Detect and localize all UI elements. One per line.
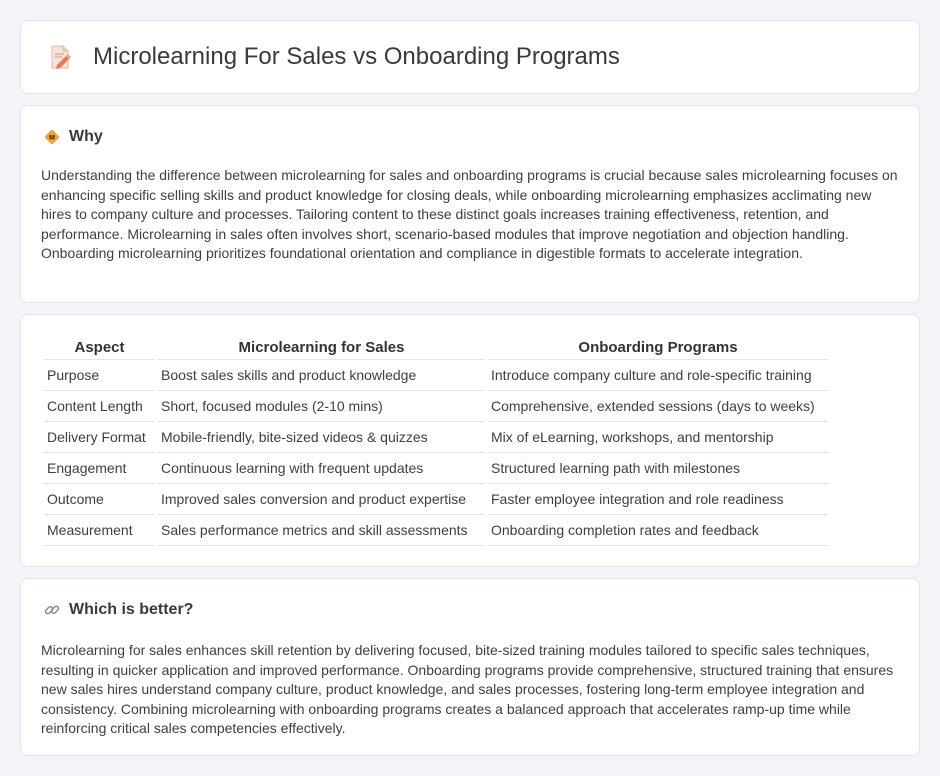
table-row (44, 515, 828, 546)
table-row (44, 391, 828, 422)
table-cell: Delivery Format (44, 422, 155, 453)
better-text: Microlearning for sales enhances skill retention by delivering focused, bite-sized training modules tailored to specific sales techniques, resulting in quicker application and improved performance. Onboarding programs provide comprehensive, structured training that ensures new sales hires understand company culture, product knowledge, and sales processes, fostering long-term employee integration and consistency. Combining microlearning with onboarding programs creates a balanced approach that accelerates ramp-up time while reinforcing critical sales competencies effectively. (41, 642, 894, 736)
table-row (44, 360, 828, 391)
why-heading (43, 128, 103, 146)
better-section (20, 578, 920, 756)
why-section (20, 105, 920, 303)
why-title: Why (69, 128, 103, 145)
table-cell: Sales performance metrics and skill assessments (158, 515, 485, 546)
link-icon (43, 601, 61, 619)
better-heading (43, 601, 193, 619)
comparison-table (41, 337, 831, 546)
table-cell: Purpose (44, 360, 155, 391)
table-row (44, 453, 828, 484)
document-edit-icon (47, 44, 73, 70)
table-cell: Introduce company culture and role-specific training (488, 360, 828, 391)
comparison-section (20, 314, 920, 567)
table-row (44, 422, 828, 453)
table-cell: Mobile-friendly, bite-sized videos & quizzes (158, 422, 485, 453)
page-title: Microlearning For Sales vs Onboarding Programs (93, 43, 620, 70)
better-title: Which is better? (69, 601, 194, 618)
column-header-onboarding: Onboarding Programs (488, 337, 828, 360)
column-header-aspect: Aspect (44, 337, 155, 360)
table-cell: Continuous learning with frequent updates (158, 453, 485, 484)
table-cell: Content Length (44, 391, 155, 422)
table-cell: Structured learning path with milestones (488, 453, 828, 484)
table-cell: Improved sales conversion and product expertise (158, 484, 485, 515)
table-cell: Mix of eLearning, workshops, and mentorship (488, 422, 828, 453)
title-card (20, 20, 920, 94)
table-cell: Faster employee integration and role readiness (488, 484, 828, 515)
title-row (47, 43, 620, 71)
why-text: Understanding the difference between microlearning for sales and onboarding programs is crucial because sales microlearning focuses on enhancing specific selling skills and product knowledge for closing deals, while onboarding microlearning emphasizes acclimating new hires to company culture and processes. Tailoring content to these distinct goals increases training effectiveness, retention, and performance. Microlearning in sales often involves short, scenario-based modules that improve negotiation and objection handling. Onboarding microlearning prioritizes foundational orientation and compliance in digestible formats to accelerate integration. (41, 167, 898, 261)
column-header-sales: Microlearning for Sales (158, 337, 485, 360)
table-cell: Engagement (44, 453, 155, 484)
table-cell: Comprehensive, extended sessions (days to weeks) (488, 391, 828, 422)
table-cell: Measurement (44, 515, 155, 546)
table-cell: Onboarding completion rates and feedback (488, 515, 828, 546)
table-cell: Boost sales skills and product knowledge (158, 360, 485, 391)
table-cell: Short, focused modules (2-10 mins) (158, 391, 485, 422)
table-header-row (44, 337, 828, 360)
table-row (44, 484, 828, 515)
table-cell: Outcome (44, 484, 155, 515)
diamond-sign-icon (43, 128, 61, 146)
